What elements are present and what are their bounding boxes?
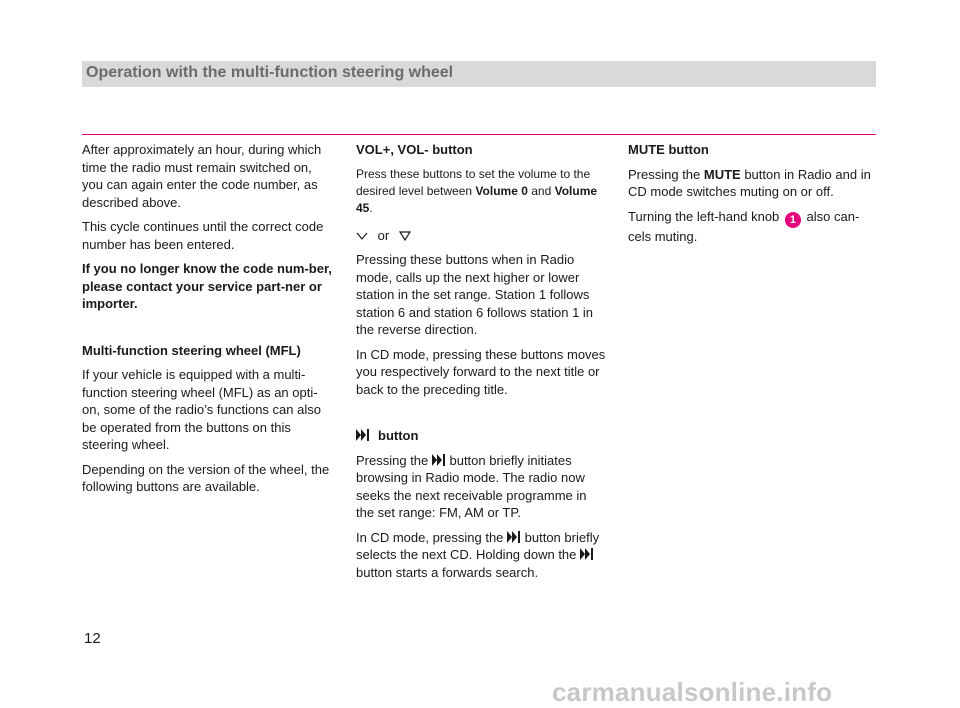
text-span: also can-cels muting. xyxy=(628,208,860,245)
fast-forward-icon xyxy=(507,531,521,543)
arrow-down-icon xyxy=(399,231,411,241)
text-span: Pressing the xyxy=(356,452,432,468)
knob-number-badge: 1 xyxy=(785,212,801,228)
text-span: . xyxy=(369,200,373,215)
bold-note: If you no longer know the code num-ber, please contact your service part-ner or importer. xyxy=(82,261,332,311)
text-span: button briefly selects the next CD. Holding down the xyxy=(356,529,600,562)
paragraph xyxy=(628,166,878,201)
watermark: carmanualsonline.info xyxy=(552,677,833,707)
arrow-row xyxy=(356,227,606,245)
spacer xyxy=(82,320,332,342)
text-span: Pressing the xyxy=(628,166,704,182)
fast-forward-icon xyxy=(580,548,594,560)
column-3 xyxy=(628,141,878,253)
fast-forward-icon xyxy=(356,429,370,441)
paragraph xyxy=(628,208,878,246)
text-span: button starts a forwards search. xyxy=(356,564,539,580)
spacer xyxy=(356,405,606,427)
mute-label: MUTE xyxy=(703,166,741,182)
section-header xyxy=(82,61,876,87)
page-number: 12 xyxy=(84,630,101,647)
paragraph xyxy=(356,166,606,217)
paragraph: Depending on the version of the wheel, the following buttons are available. xyxy=(82,461,330,494)
ffw-heading-label: button xyxy=(378,428,419,443)
text-span: button in Radio and in CD mode switches muting on or off. xyxy=(628,166,871,199)
column-1 xyxy=(82,141,332,503)
text-span: Turning the left-hand knob xyxy=(628,208,783,224)
column-2 xyxy=(356,141,606,588)
paragraph: In CD mode, pressing these buttons moves you respectively forward to the next title or back to the preceding title. xyxy=(356,346,606,397)
page-title: Operation with the multi-function steering wheel xyxy=(86,64,454,81)
paragraph: This cycle continues until the correct code number has been entered. xyxy=(82,219,324,252)
text-span: In CD mode, pressing the xyxy=(356,529,508,545)
or-label: or xyxy=(377,227,390,243)
subheading-vol: VOL+, VOL- button xyxy=(356,142,473,157)
subheading-mfl: Multi-function steering wheel (MFL) xyxy=(82,342,301,358)
paragraph xyxy=(356,529,606,582)
arrow-up-icon xyxy=(356,231,368,241)
text-span: and xyxy=(527,183,555,198)
text-span: button briefly initiates browsing in Radio mode. The radio now seeks the next receivable programme in the set range: FM, AM or TP. xyxy=(356,452,587,520)
paragraph xyxy=(356,452,606,522)
subheading-ffw xyxy=(356,427,606,445)
paragraph: If your vehicle is equipped with a multi-function steering wheel (MFL) as an opti-on, some of the radio’s functions can also be operated from the buttons on this steering wheel. xyxy=(82,367,321,452)
paragraph: Pressing these buttons when in Radio mode, calls up the next higher or lower station in the set range. Station 1 follows station 6 and station 6 follows station 1 in the reverse direction. xyxy=(356,252,594,337)
fast-forward-icon xyxy=(432,454,446,466)
divider-line xyxy=(82,134,876,135)
subheading-mute: MUTE button xyxy=(628,142,709,157)
text-span: Press these buttons to set the volume to the desired level between xyxy=(356,166,591,198)
volume-max: Volume 45 xyxy=(356,183,598,215)
volume-min: Volume 0 xyxy=(475,183,528,198)
paragraph: After approximately an hour, during which time the radio must remain switched on, you can again enter the code number, as described above. xyxy=(82,142,322,210)
